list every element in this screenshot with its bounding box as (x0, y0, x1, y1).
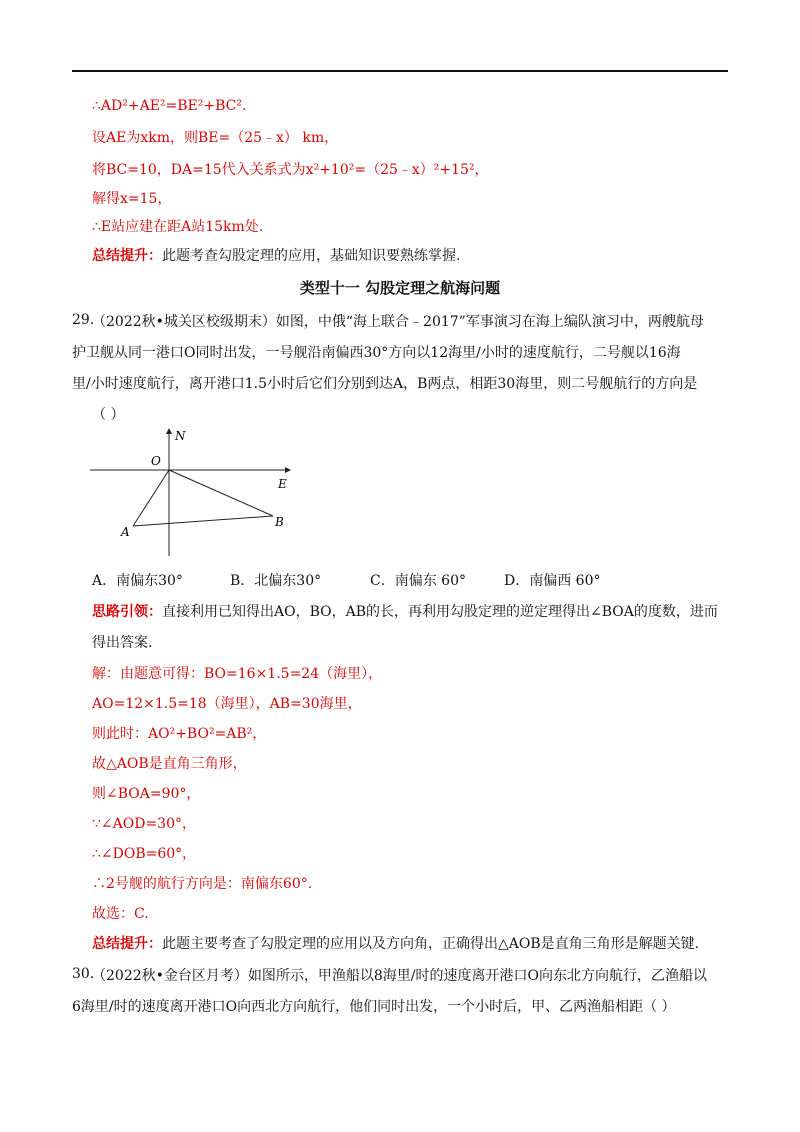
label-O: O (151, 454, 161, 468)
summary-label: 总结提升： (92, 936, 162, 952)
segment-OA (133, 470, 169, 526)
hint-text: 直接利用已知得出AO，BO，AB的长，再利用勾股定理的逆定理得出∠BOA的度数，进而 (162, 604, 718, 620)
solution-line: ∴2号舰的航行方向是：南偏东60°. (92, 876, 313, 892)
question-text: 里/小时速度航行，离开港口1.5小时后它们分别到达A，B两点，相距30海里，则二号舰航行的方向是 (72, 376, 698, 392)
choice-d[interactable]: D．南偏西 60° (504, 573, 601, 589)
solution-line: 则此时：AO²+BO²=AB²， (92, 726, 267, 742)
east-arrow-icon (285, 467, 291, 473)
solution-line: 设AE为xkm，则BE=（25﹣x） km， (92, 130, 339, 146)
solution-line: ∴∠DOB=60°， (92, 846, 197, 862)
navigation-figure (85, 428, 305, 558)
answer-blank: （ ） (92, 407, 125, 423)
summary-text: 此题考查勾股定理的应用，基础知识要熟练掌握. (162, 248, 461, 264)
solution-line: 则∠BOA=90°， (92, 786, 201, 802)
question-text: 护卫舰从同一港口O同时出发，一号舰沿南偏西30°方向以12海里/小时的速度航行，二号舰以16海 (72, 345, 681, 361)
question-text: （2022秋•金台区月考）如图所示，甲渔船以8海里/时的速度离开港口O向东北方向航行，乙渔船以 (92, 968, 707, 984)
header-rule (72, 70, 728, 72)
segment-AB (133, 516, 273, 526)
solution-line: ∵∠AOD=30°， (92, 816, 196, 832)
question-number: 30. (72, 966, 95, 982)
solution-line: AO=12×1.5=18（海里），AB=30海里， (92, 696, 362, 712)
solution-line: ∴E站应建在距A站15km处. (92, 219, 264, 235)
north-arrow-icon (166, 428, 172, 434)
segment-OB (169, 470, 273, 516)
summary-text: 此题主要考查了勾股定理的应用以及方向角，正确得出△AOB是直角三角形是解题关键. (162, 936, 700, 952)
summary (92, 934, 699, 954)
summary-label: 总结提升： (92, 248, 162, 264)
hint (92, 602, 718, 622)
choice-a[interactable]: A．南偏东30° (92, 573, 183, 589)
solution-line: 解得x=15， (92, 191, 172, 207)
label-N: N (175, 429, 186, 443)
section-title: 类型十一 勾股定理之航海问题 (299, 279, 501, 297)
question-number: 29. (72, 312, 95, 328)
question-text: 6海里/时的速度离开港口O向西北方向航行，他们同时出发，一个小时后，甲、乙两渔船相距（ ） (72, 999, 676, 1015)
choice-c[interactable]: C．南偏东 60° (370, 573, 466, 589)
label-B: B (275, 515, 284, 529)
solution-line: 故选：C. (92, 906, 149, 922)
hint-text: 得出答案. (92, 635, 153, 651)
solution-line: 将BC=10，DA=15代入关系式为x²+10²=（25﹣x）²+15²， (92, 162, 489, 178)
hint-label: 思路引领： (92, 604, 162, 620)
label-A: A (121, 525, 130, 539)
solution-line: 解：由题意可得：BO=16×1.5=24（海里）， (92, 666, 383, 682)
summary (92, 246, 460, 266)
label-E: E (278, 477, 287, 491)
solution-line: 故△AOB是直角三角形， (92, 756, 247, 772)
choice-b[interactable]: B．北偏东30° (230, 573, 322, 589)
choices (92, 570, 601, 590)
question-text: （2022秋•城关区校级期末）如图，中俄“海上联合﹣2017”军事演习在海上编队演习中，两艘航母 (92, 314, 704, 330)
solution-line: ∴AD²+AE²=BE²+BC². (92, 98, 247, 114)
